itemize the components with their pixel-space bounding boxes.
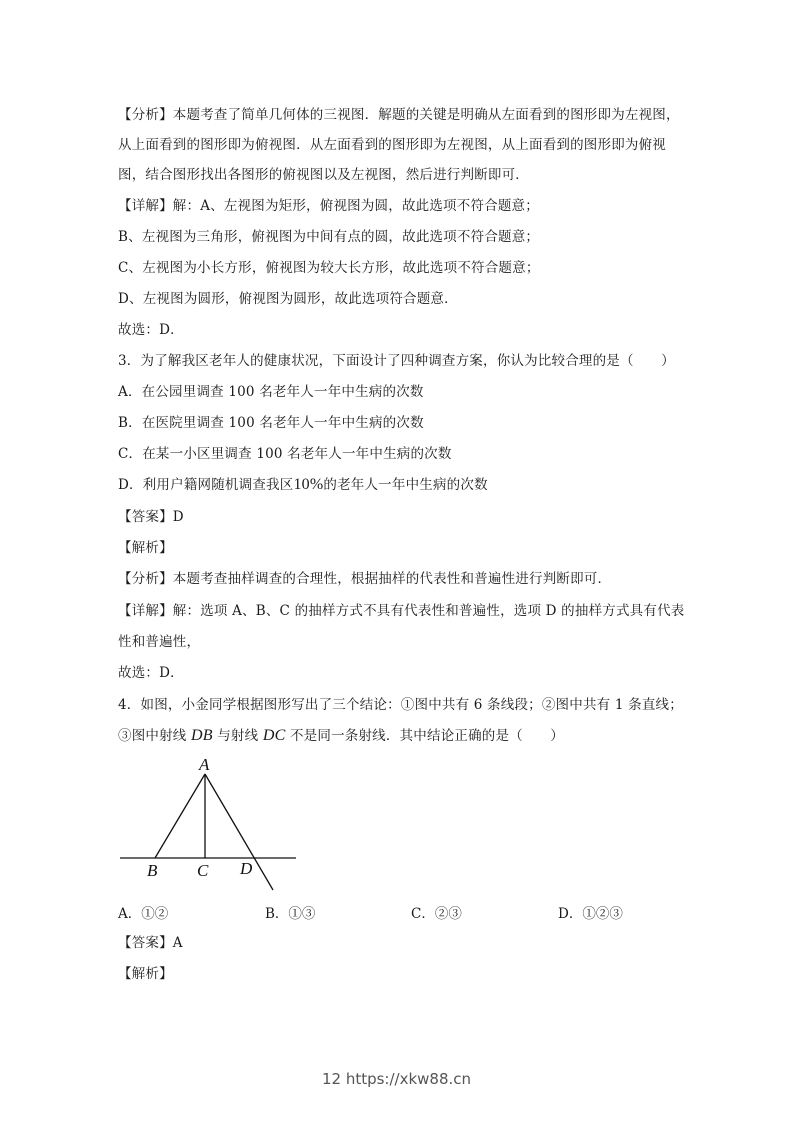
q3-option-d-suffix: 的老年人一年中生病的次数 bbox=[323, 477, 488, 493]
q3-option-d bbox=[118, 476, 488, 494]
q3-option-b: B．在医院里调查 100 名老年人一年中生病的次数 bbox=[118, 415, 424, 431]
ray-dc: DC bbox=[262, 727, 286, 744]
q3-conclusion: 故选：D． bbox=[118, 665, 184, 681]
q4-stem-part-b: 与射线 bbox=[217, 728, 259, 744]
q2-detail-line-2: B、左视图为三角形，俯视图为中间有点的圆，故此选项不符合题意； bbox=[118, 229, 540, 245]
geometry-diagram bbox=[110, 750, 310, 895]
q4-stem-line-2 bbox=[118, 727, 564, 745]
label-c: C bbox=[197, 861, 209, 880]
q2-analysis-line-2: 从上面看到的图形即为俯视图．从左面看到的图形即为左视图，从上面看到的图形即为俯视 bbox=[118, 137, 666, 153]
q3-stem: 3．为了解我区老年人的健康状况，下面设计了四种调查方案，你认为比较合理的是（ ） bbox=[118, 353, 675, 369]
label-d: D bbox=[240, 859, 253, 878]
q3-explanation-label: 【解析】 bbox=[118, 540, 173, 556]
q4-answer: 【答案】A bbox=[118, 935, 183, 951]
q2-detail-line-3: C、左视图为小长方形，俯视图为较大长方形，故此选项不符合题意； bbox=[118, 260, 540, 276]
q4-option-c: C．②③ bbox=[411, 906, 462, 922]
q4-stem-part-a: ③图中射线 bbox=[118, 728, 187, 744]
page-footer: 12 https://xkw88.cn bbox=[321, 1070, 472, 1088]
q3-detail-line-2: 性和普遍性， bbox=[118, 634, 201, 650]
q4-stem-line-1: 4．如图，小金同学根据图形写出了三个结论：①图中共有 6 条线段；②图中共有 1 条直线； bbox=[118, 697, 683, 713]
segment-ab bbox=[155, 774, 205, 858]
label-a: A bbox=[199, 755, 210, 774]
ray-db: DB bbox=[191, 727, 213, 744]
q3-option-c: C．在某一小区里调查 100 名老年人一年中生病的次数 bbox=[118, 446, 452, 462]
q3-analysis: 【分析】本题考查抽样调查的合理性，根据抽样的代表性和普遍性进行判断即可． bbox=[118, 571, 612, 587]
ray-ad bbox=[205, 774, 273, 890]
q4-option-a: A．①② bbox=[118, 906, 169, 922]
q3-detail-line-1: 【详解】解：选项 A、B、C 的抽样方式不具有代表性和普遍性，选项 D 的抽样方式具有代表 bbox=[118, 603, 685, 619]
q4-option-b: B．①③ bbox=[265, 906, 316, 922]
q2-analysis-line-3: 图，结合图形找出各图形的俯视图以及左视图，然后进行判断即可． bbox=[118, 167, 529, 183]
q2-conclusion: 故选：D． bbox=[118, 322, 184, 338]
q2-analysis-line-1: 【分析】本题考查了简单几何体的三视图．解题的关键是明确从左面看到的图形即为左视图， bbox=[118, 107, 680, 123]
q4-explanation-label: 【解析】 bbox=[118, 966, 173, 982]
label-b: B bbox=[147, 861, 158, 880]
q2-detail-line-1: 【详解】解：A、左视图为矩形，俯视图为圆，故此选项不符合题意； bbox=[118, 198, 539, 214]
q3-option-d-percent: 10% bbox=[293, 476, 324, 493]
q4-option-d: D．①②③ bbox=[558, 906, 623, 922]
q3-option-a: A．在公园里调查 100 名老年人一年中生病的次数 bbox=[118, 384, 424, 400]
q2-detail-line-4: D、左视图为圆形，俯视图为圆形，故此选项符合题意． bbox=[118, 291, 458, 307]
q3-answer: 【答案】D bbox=[118, 509, 184, 525]
q4-stem-part-c: 不是同一条射线．其中结论正确的是（ ） bbox=[289, 728, 564, 744]
q3-option-d-prefix: D．利用户籍网随机调查我区 bbox=[118, 477, 294, 493]
